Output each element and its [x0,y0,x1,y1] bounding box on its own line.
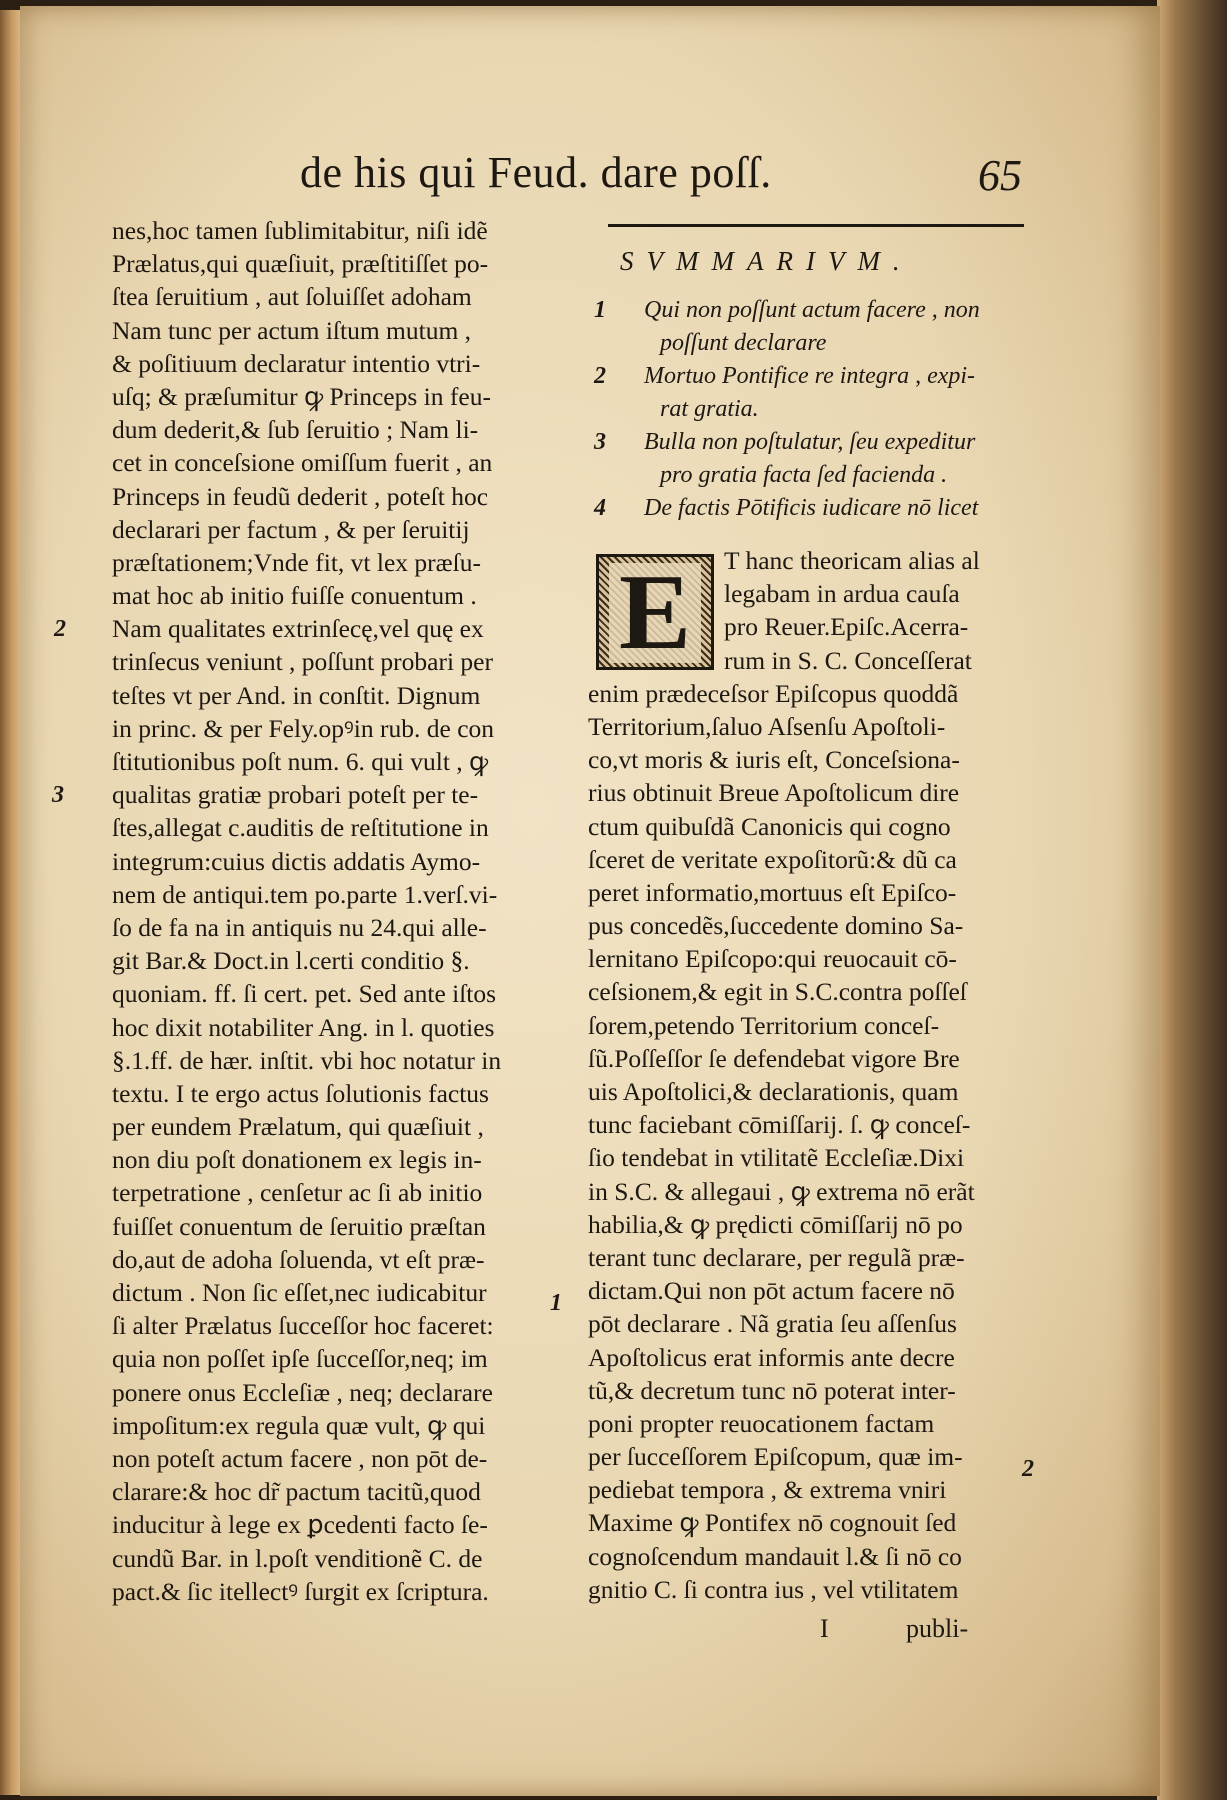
text-line: præſtationem;Vnde fit, vt lex præſu- [112,547,481,577]
text-line: teſtes vt per And. in conſtit. Dignum [112,680,481,710]
text-line: Maxime ꝙ Pontifex nō cognouit ſed [588,1508,957,1538]
text-line: Nam tunc per actum iſtum mutum , [112,315,472,345]
margin-number: 2 [54,616,66,642]
text-line: do,aut de adoha ſoluenda, vt eſt præ- [112,1244,485,1274]
text-line: Prælatus,qui quæſiuit, præſtitiſſet po- [112,249,489,279]
text-line: non diu poſt donationem ex legis in- [112,1145,482,1175]
text-line: ſtes,allegat c.auditis de reſtitutione in [112,813,489,843]
text-line: terant tunc declarare, per regulã præ- [588,1242,965,1272]
text-line: cundũ Bar. in l.poſt venditionẽ C. de [112,1543,483,1573]
summary-item [580,360,1040,426]
summary-number: 3 [594,429,606,455]
margin-number: 1 [550,1290,562,1316]
text-line: non poteſt actum facere , non pōt de- [112,1443,488,1473]
text-line: tũ,& decretum tunc nō poterat inter- [588,1375,956,1405]
margin-number: 2 [1022,1456,1034,1482]
text-line: ſtea ſeruitium , aut ſoluiſſet adoham [112,282,472,312]
text-line: Apoſtolicus erat informis ante decre [588,1342,955,1372]
summary-text: De factis Pōtificis iudicare nō licet [644,495,979,521]
text-line: clarare:& hoc dr̃ pactum tacitũ,quod [112,1477,481,1507]
left-column [112,214,552,1608]
summary-text: poſſunt declarare [660,330,827,356]
text-line: mat hoc ab initio fuiſſe conuentum . [112,581,477,611]
text-line: ceſsionem,& egit in S.C.contra poſſeſ [588,977,967,1007]
summary-rule [608,224,1024,227]
text-line: pro Reuer.Epiſc.Acerra- [724,612,969,642]
right-column [588,544,1028,1606]
text-line: ſio tendebat in vtilitatẽ Eccleſiæ.Dixi [588,1143,965,1173]
catchword: publi- [906,1614,969,1643]
text-line: rius obtinuit Breue Apoſtolicum dire [588,778,960,808]
text-line: pus concedẽs,ſuccedente domino Sa- [588,911,964,941]
text-line: T hanc theoricam alias al [724,546,980,575]
text-line: git Bar.& Doct.in l.certi conditio §. [112,946,470,976]
running-head: de his qui Feud. dare poſſ. [300,148,772,197]
summary-number: 2 [594,363,606,389]
text-line: peret informatio,mortuus eſt Epiſco- [588,877,957,907]
text-line: inducitur à lege ex ꝑcedenti facto ſe- [112,1510,488,1540]
summary-item [580,426,1040,492]
text-line: per ſucceſſorem Epiſcopum, quæ im- [588,1442,963,1472]
text-line: legabam in ardua cauſa [724,579,960,609]
text-line: pōt declarare . Nã gratia ſeu aſſenſus [588,1309,957,1339]
text-line: impoſitum:ex regula quæ vult, ꝙ qui [112,1410,486,1440]
text-line: Territorium,ſaluo Aſsenſu Apoſtoli- [588,711,946,741]
text-line: textu. I te ergo actus ſolutionis factus [112,1078,489,1108]
text-line: ſũ.Poſſeſſor ſe defendebat vigore Bre [588,1043,960,1073]
text-line: cet in conceſsione omiſſum fuerit , an [112,448,493,478]
text-line: uis Apoſtolici,& declarationis, quam [588,1077,959,1106]
summary-list [580,294,1040,525]
summary-text: Mortuo Pontifice re integra , expi- [644,363,976,389]
summary-item [580,294,1040,360]
text-line: & poſitiuum declaratur intentio vtri- [112,348,481,378]
text-line: fuiſſet conuentum de ſeruitio præſtan [112,1211,486,1241]
summary-text: Qui non poſſunt actum facere , non [644,297,980,323]
summary-text: pro gratia facta ſed facienda . [660,462,948,488]
text-line: ctum quibuſdã Canonicis qui cogno [588,811,951,841]
text-line: Nam qualitates extrinſecę,vel quę ex [112,614,484,644]
margin-number: 3 [52,782,64,808]
text-line: nem de antiqui.tem po.parte 1.verſ.vi- [112,879,498,909]
text-line: dum dederit,& ſub ſeruitio ; Nam li- [112,415,479,445]
text-line: pediebat tempora , & extrema vniri [588,1475,947,1505]
text-line: cognoſcendum mandauit l.& ſi nō co [588,1541,962,1571]
text-line: dictam.Qui non pōt actum facere nō [588,1276,955,1306]
text-line: uſq; & præſumitur ꝙ Princeps in feu- [112,381,491,411]
text-line: ponere onus Eccleſiæ , neq; declarare [112,1377,493,1407]
text-line: qualitas gratiæ probari poteſt per te- [112,780,479,810]
summary-item [580,492,1040,525]
folio-number: 65 [978,151,1022,200]
signature-mark: I [820,1614,829,1643]
text-line: declarari per factum , & per ſeruitij [112,514,470,544]
text-line: per eundem Prælatum, qui quæſiuit , [112,1112,484,1142]
text-line: terpetratione , cenſetur ac ſi ab initio [112,1178,483,1208]
summary-number: 1 [594,297,606,323]
text-line: ſo de fa na in antiquis nu 24.qui alle- [112,912,487,942]
summary-heading: SVMMARIVM. [620,246,913,276]
text-line: co,vt moris & iuris eſt, Conceſsiona- [588,745,960,775]
text-line: in princ. & per Fely.opꝰin rub. de con [112,713,495,743]
text-line: enim prædeceſsor Epiſcopus quoddã [588,678,959,708]
summary-text: rat gratia. [660,396,759,422]
text-line: §.1.ff. de hær. inſtit. vbi hoc notatur in [112,1045,502,1075]
text-line: dictum . Non ſic eſſet,nec iudicabitur [112,1278,487,1307]
text-line: hoc dixit notabiliter Ang. in l. quoties [112,1012,495,1042]
text-line: pact.& ſic itellectꝰ ſurgit ex ſcriptura. [112,1576,489,1606]
text-line: quia non poſſet ipſe ſucceſſor,neq; im [112,1344,488,1374]
page-fore-edge [1157,0,1227,1800]
text-line: trinſecus veniunt , poſſunt probari per [112,647,493,677]
text-line: tunc faciebant cōmiſſarij. ſ. ꝙ conceſ- [588,1110,971,1140]
text-line: lernitano Epiſcopo:qui reuocauit cō- [588,944,957,974]
text-line: quoniam. ff. ſi cert. pet. Sed ante iſtos [112,979,497,1009]
text-line: ſtitutionibus poſt num. 6. qui vult , ꝙ [112,747,489,776]
text-line: poni propter reuocationem factam [588,1408,935,1438]
text-line: ſceret de veritate expoſitorũ:& dũ ca [588,844,957,874]
text-line: habilia,& ꝙ prędicti cōmiſſarij nō po [588,1209,963,1239]
text-line: Princeps in feudũ dederit , poteſt hoc [112,481,489,511]
summary-text: Bulla non poſtulatur, ſeu expeditur [644,429,976,455]
initial-letter: E [609,563,701,663]
text-line: rum in S. C. Conceſſerat [724,645,972,675]
text-line: ſorem,petendo Territorium conceſ- [588,1010,940,1040]
text-line: gnitio C. ſi contra ius , vel vtilitatem [588,1574,959,1604]
text-line: integrum:cuius dictis addatis Aymo- [112,846,481,876]
summary-number: 4 [594,495,606,521]
text-line: nes,hoc tamen ſublimitabitur, niſi idẽ [112,216,488,245]
text-line: in S.C. & allegaui , ꝙ extrema nō erãt [588,1176,975,1206]
text-line: ſi alter Prælatus ſucceſſor hoc faceret: [112,1311,494,1341]
page [20,6,1160,1796]
